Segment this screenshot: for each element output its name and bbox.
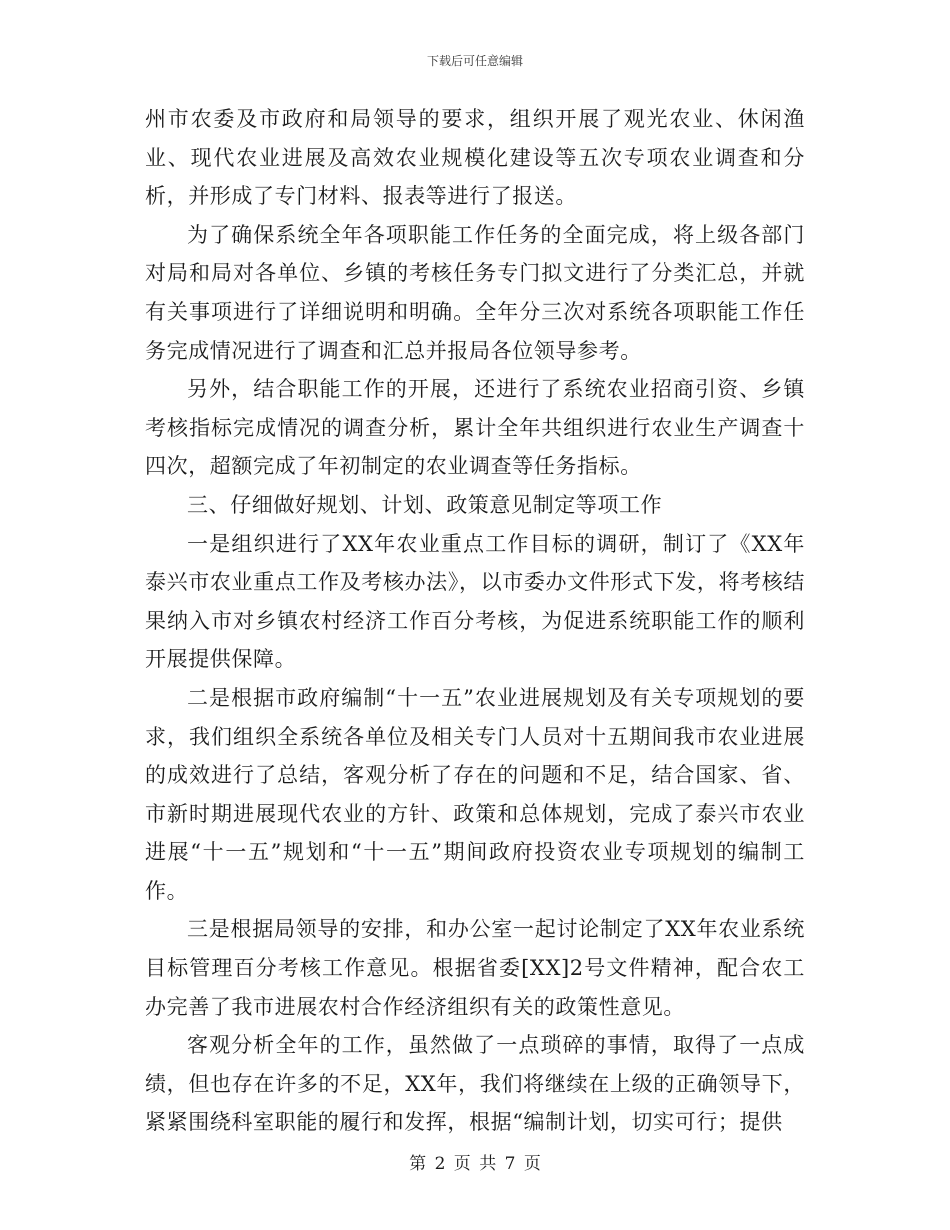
paragraph-7: 三是根据局领导的安排，和办公室一起讨论制定了XX年农业系统目标管理百分考核工作意见。根据省委[XX]2号文件精神，配合农工办完善了我市进展农村合作经济组织有关的政策性意见。 xyxy=(145,917,805,1019)
paragraph-2: 为了确保系统全年各项职能工作任务的全面完成，将上级各部门对局和局对各单位、乡镇的考核任务专门拟文进行了分类汇总，并就有关事项进行了详细说明和明确。全年分三次对系统各项职能工作任务完成情况进行了调查和汇总并报局各位领导参考。 xyxy=(145,222,805,363)
header-note: 下载后可任意编辑 xyxy=(426,54,523,68)
section-heading: 三、仔细做好规划、计划、政策意见制定等项工作 xyxy=(187,492,663,517)
page-header xyxy=(0,53,950,69)
page-number: 第 2 页 共 7 页 xyxy=(409,1154,541,1174)
paragraph-8: 客观分析全年的工作，虽然做了一点琐碎的事情，取得了一点成绩，但也存在许多的不足，XX年，我们将继续在上级的正确领导下，紧紧围绕科室职能的履行和发挥，根据“编制计划，切实可行；提供 xyxy=(145,1033,805,1135)
page-footer xyxy=(0,1153,950,1175)
paragraph-6: 二是根据市政府编制“十一五”农业进展规划及有关专项规划的要求，我们组织全系统各单位及相关专门人员对十五期间我市农业进展的成效进行了总结，客观分析了存在的问题和不足，结合国家、省、市新时期进展现代农业的方针、政策和总体规划，完成了泰兴市农业进展“十一五”规划和“十一五”期间政府投资农业专项规划的编制工作。 xyxy=(145,685,805,903)
paragraph-3: 另外，结合职能工作的开展，还进行了系统农业招商引资、乡镇考核指标完成情况的调查分析，累计全年共组织进行农业生产调查十四次，超额完成了年初制定的农业调查等任务指标。 xyxy=(145,377,805,479)
document-body xyxy=(145,100,805,1142)
paragraph-5: 一是组织进行了XX年农业重点工作目标的调研，制订了《XX年泰兴市农业重点工作及考核办法》，以市委办文件形式下发，将考核结果纳入市对乡镇农村经济工作百分考核，为促进系统职能工作的顺利开展提供保障。 xyxy=(145,531,805,672)
paragraph-1: 州市农委及市政府和局领导的要求，组织开展了观光农业、休闲渔业、现代农业进展及高效农业规模化建设等五次专项农业调查和分析，并形成了专门材料、报表等进行了报送。 xyxy=(145,107,805,209)
